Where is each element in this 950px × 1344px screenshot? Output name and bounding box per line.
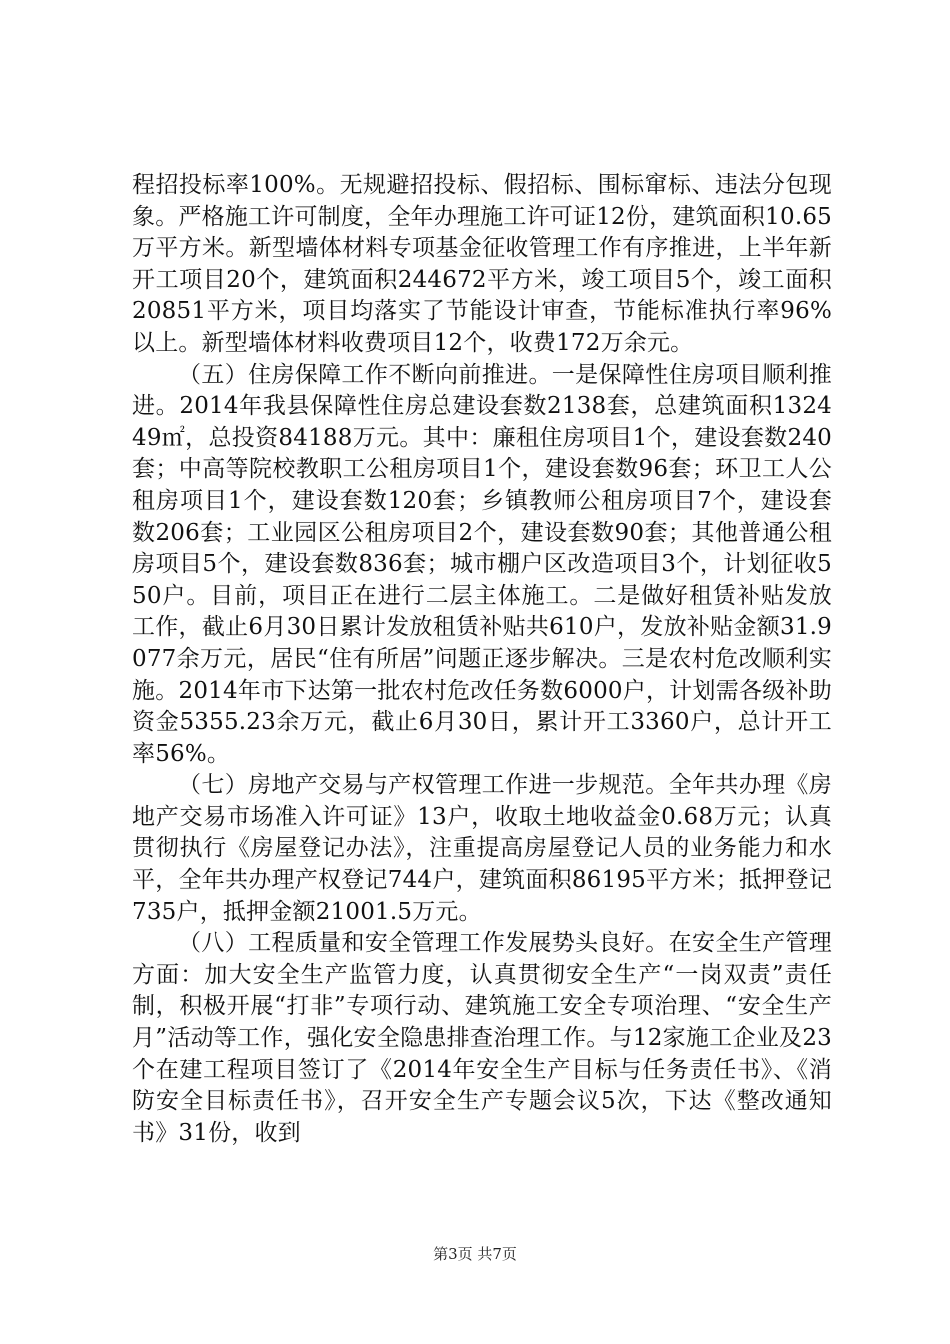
paragraph-quality-and-safety: （八）工程质量和安全管理工作发展势头良好。在安全生产管理方面：加大安全生产监管力度，认真贯彻安全生产“一岗双责”责任制，积极开展“打非”专项行动、建筑施工安全专项治理、“安全生产月”活动等工作，强化安全隐患排查治理工作。与12家施工企业及23个在建工程项目签订了《2014年安全生产目标与任务责任书》、《消防安全目标责任书》，召开安全生产专题会议5次，下达《整改通知书》31份，收到 [132,930,832,1146]
paragraph-real-estate-transactions: （七）房地产交易与产权管理工作进一步规范。全年共办理《房地产交易市场准入许可证》13户，收取土地收益金0.68万元；认真贯彻执行《房屋登记办法》，注重提高房屋登记人员的业务能力和水平，全年共办理产权登记744户，建筑面积86195平方米；抵押登记735户，抵押金额21001.5万元。 [132,772,832,925]
document-body [132,170,832,1149]
paragraph-bidding-and-wall-materials: 程招投标率100%。无规避招投标、假招标、围标窜标、违法分包现象。严格施工许可制度，全年办理施工许可证12份，建筑面积10.65万平方米。新型墙体材料专项基金征收管理工作有序推进，上半年新开工项目20个，建筑面积244672平方米，竣工项目5个，竣工面积20851平方米，项目均落实了节能设计审查，节能标准执行率96%以上。新型墙体材料收费项目12个，收费172万余元。 [132,172,832,356]
page-number-footer: 第3页 共7页 [433,1245,517,1263]
paragraph-housing-security: （五）住房保障工作不断向前推进。一是保障性住房项目顺利推进。2014年我县保障性住房总建设套数2138套，总建筑面积132449㎡，总投资84188万元。其中：廉租住房项目1个，建设套数240套；中高等院校教职工公租房项目1个，建设套数96套；环卫工人公租房项目1个，建设套数120套；乡镇教师公租房项目7个，建设套数206套；工业园区公租房项目2个，建设套数90套；其他普通公租房项目5个，建设套数836套；城市棚户区改造项目3个，计划征收550户。目前，项目正在进行二层主体施工。二是做好租赁补贴发放工作，截止6月30日累计发放租赁补贴共610户，发放补贴金额31.9077余万元，居民“住有所居”问题正逐步解决。三是农村危改顺利实施。2014年市下达第一批农村危改任务数6000户，计划需各级补助资金5355.23余万元，截止6月30日，累计开工3360户，总计开工率56%。 [132,361,832,767]
